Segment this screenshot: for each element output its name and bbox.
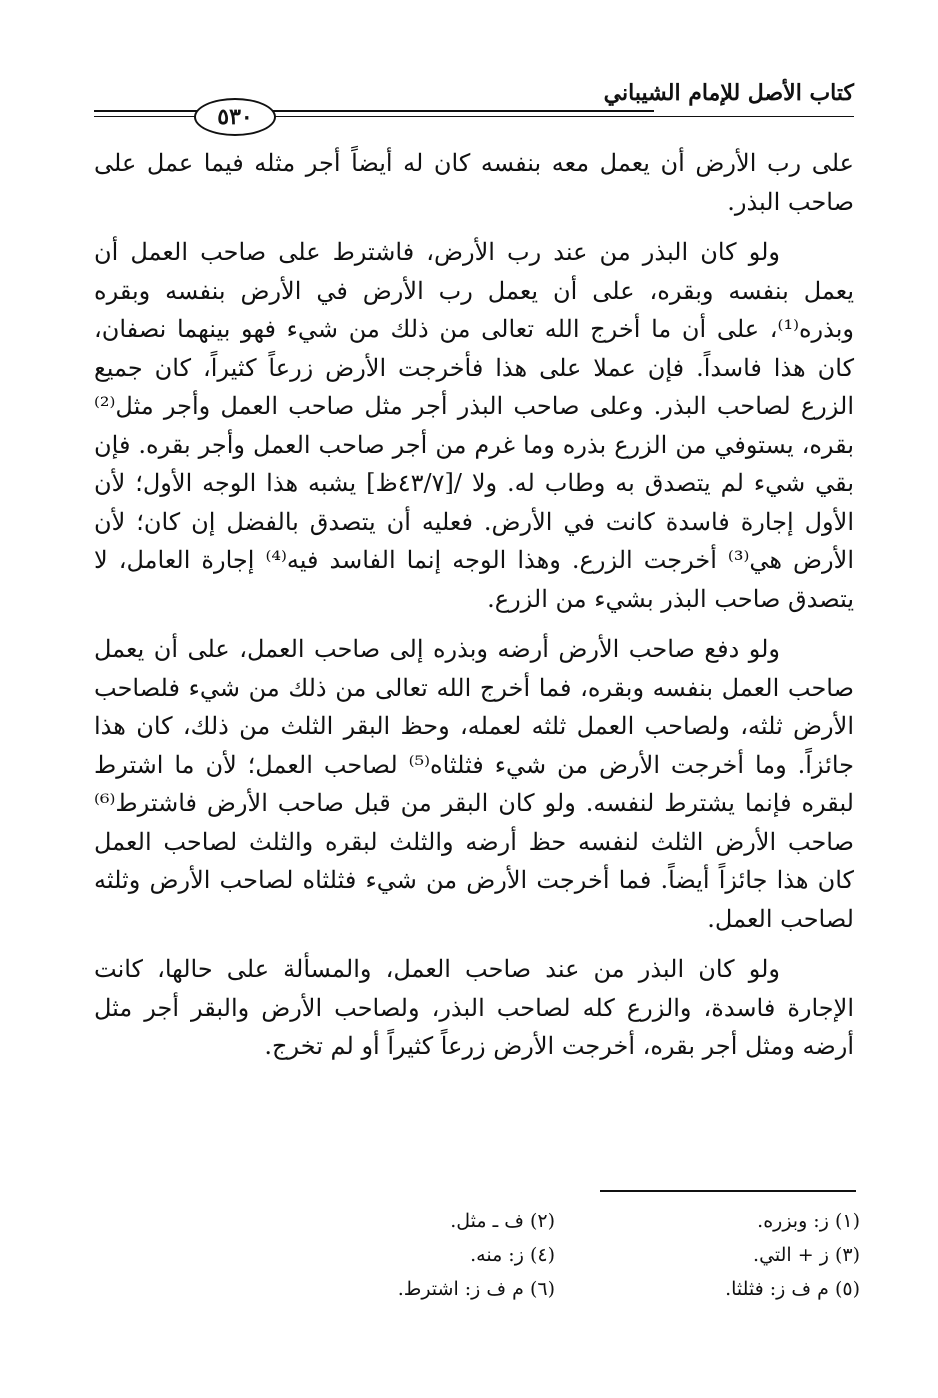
header-rule-thin <box>94 116 654 117</box>
footnote-text: م ف ز: اشترط. <box>397 1278 524 1300</box>
footnote <box>585 1204 860 1238</box>
footnotes <box>280 1204 860 1306</box>
paragraph: ولو كان البذر من عند صاحب العمل، والمسألة على حالها، كانت الإجارة فاسدة، والزرع كله لصاحب البذر، ولصاحب الأرض والبقر أجر مثل أرضه ومثل أجر بقره، أخرجت الأرض زرعاً كثيراً أو لم تخرج. <box>94 955 854 1060</box>
footnote <box>280 1204 585 1238</box>
book-title: كتاب الأصل للإمام الشيباني <box>603 80 854 106</box>
paragraph: على رب الأرض أن يعمل معه بنفسه كان له أيضاً أجر مثله فيما عمل على صاحب البذر. <box>94 149 854 216</box>
footnote <box>585 1238 860 1272</box>
footnote-text: م ف ز: فثلثا. <box>725 1278 829 1300</box>
footnote <box>280 1238 585 1272</box>
header-rule-thick <box>94 110 654 112</box>
paragraph: ولو دفع صاحب الأرض أرضه وبذره إلى صاحب العمل، على أن يعمل صاحب العمل بنفسه وبقره، فما أخرج الله تعالى من ذلك من شيء فلصاحب الأرض ثلثه، ولصاحب العمل ثلثه لعمله، وحظ البقر الثلث من ذلك، كان هذا جائزاً. وما أخرجت الأرض من شيء فثلثاه⁽⁵⁾ لصاحب العمل؛ لأن ما اشترط لبقره فإنما يشترط لنفسه. ولو كان البقر من قبل صاحب الأرض فاشترط⁽⁶⁾ صاحب الأرض الثلث لنفسه حظ أرضه والثلث لبقره والثلث لصاحب العمل كان هذا جائزاً أيضاً. فما أخرجت الأرض من شيء فثلثاه لصاحب الأرض وثلثه لصاحب العمل. <box>94 635 855 933</box>
main-text <box>94 144 854 1066</box>
footnote-separator <box>600 1190 856 1192</box>
footnote <box>585 1272 860 1306</box>
footnote-text: ز: وبزره. <box>757 1210 829 1232</box>
footnote-row <box>280 1204 860 1238</box>
footnote <box>280 1272 585 1306</box>
footnote-number: (٤) <box>529 1244 555 1266</box>
page-header <box>94 72 854 132</box>
footnote-number: (٦) <box>529 1278 555 1300</box>
footnote-number: (٣) <box>834 1244 860 1266</box>
footnote-row <box>280 1272 860 1306</box>
footnote-text: ف ـ مثل. <box>450 1210 524 1232</box>
page-number: ٥٣٠ <box>194 98 276 136</box>
footnote-number: (٥) <box>834 1278 860 1300</box>
footnote-text: ز: منه. <box>470 1244 524 1266</box>
footnote-text: ز + التي. <box>753 1244 829 1266</box>
footnote-row <box>280 1238 860 1272</box>
paragraph: ولو كان البذر من عند رب الأرض، فاشترط على صاحب العمل أن يعمل بنفسه وبقره، على أن يعمل رب الأرض في الأرض بنفسه وبقره وبذره⁽¹⁾، على أن ما أخرج الله تعالى من ذلك من شيء فهو بينهما نصفان، كان هذا فاسداً. فإن عملا على هذا فأخرجت الأرض زرعاً كثيراً، كان جميع الزرع لصاحب البذر. وعلى صاحب البذر أجر مثل صاحب العمل وأجر مثل⁽²⁾ بقره، يستوفي من الزرع بذره وما غرم من أجر صاحب العمل وأجر بقره. فإن بقي شيء لم يتصدق به وطاب له. ولا /[٤٣/٧ظ] يشبه هذا الوجه الأول؛ لأن الأول إجارة فاسدة كانت في الأرض. فعليه أن يتصدق بالفضل إن كان؛ لأن الأرض هي⁽³⁾ أخرجت الزرع. وهذا الوجه إنما الفاسد فيه⁽⁴⁾ إجارة العامل، لا يتصدق صاحب البذر بشيء من الزرع. <box>94 238 854 613</box>
footnote-number: (١) <box>834 1210 860 1232</box>
title-underline <box>624 116 854 117</box>
footnote-number: (٢) <box>529 1210 555 1232</box>
